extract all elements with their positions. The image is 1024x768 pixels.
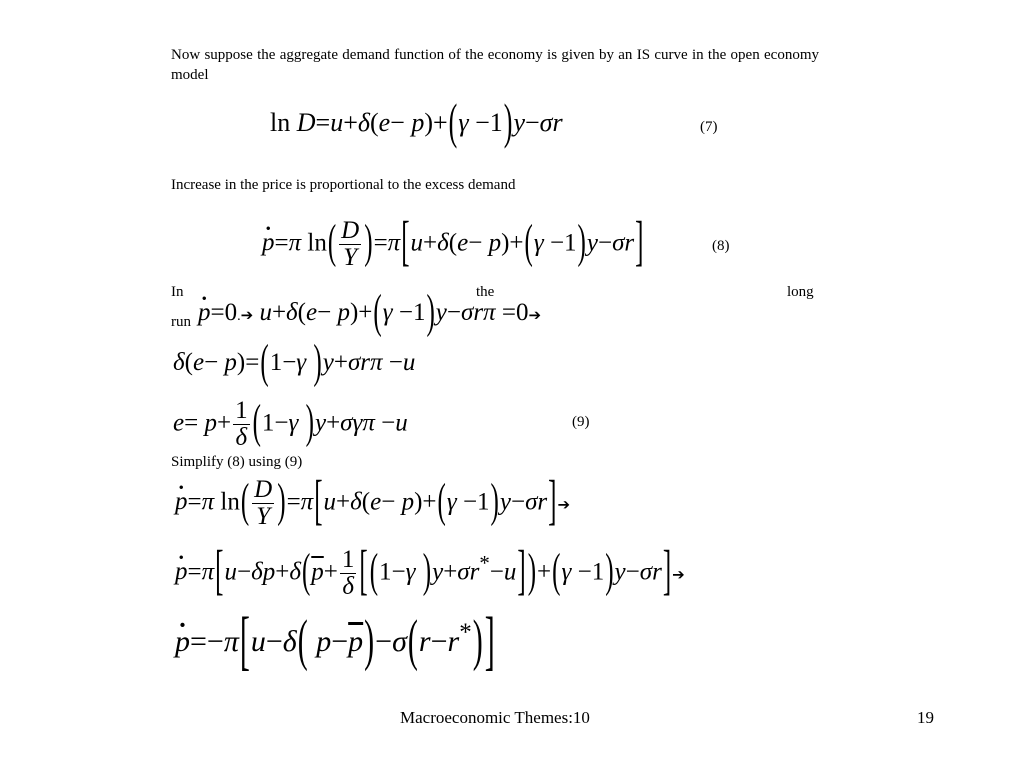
simplified-equation-2: · $p=\pi[u-\delta p+\delta(\overline{p}+$ $\frac{1}{\delta}$ [(1−γ )y+σr*−u])+(γ −1)y−σr]➔ — [175, 547, 685, 601]
price-adjustment-text: Increase in the price is proportional to the excess demand — [171, 177, 516, 193]
intro-text: Now suppose the aggregate demand function of the economy is given by an IS curve in the open economy model — [171, 47, 819, 83]
simplified-equation-1: · p=π ln( $\frac{D}{Y}$ )=π[u+δ(e− p)+(γ −1)y−σr]➔ — [175, 477, 570, 531]
page-number: 19 — [917, 708, 934, 727]
equation-9: e= p+ $\frac{1}{\delta}$ (1−γ )y+σγπ −u — [173, 397, 408, 452]
equation-8: · p=π ln( $\frac{D}{Y}$ )=π[u+δ(e− p)+(γ −1)y−σr] — [262, 218, 644, 272]
equation-9-number: (9) — [572, 414, 590, 430]
longrun-word-the: the — [476, 284, 495, 300]
equation-7-number: (7) — [700, 119, 718, 135]
simplify-text: Simplify (8) using (9) — [171, 454, 303, 470]
longrun-equation: · p=0.➔ u+δ(e− p)+(γ −1)y−σrπ =0➔ — [198, 300, 541, 325]
longrun-word-long: long — [787, 284, 814, 300]
longrun-word-in: In — [171, 284, 184, 300]
equation-8-number: (8) — [712, 238, 730, 254]
footer-title: Macroeconomic Themes:10 — [400, 708, 590, 727]
delta-equation: δ(e− p)=(1−γ )y+σrπ −u — [173, 336, 416, 389]
equation-7: ln D=u+δ(e− p)+(γ −1)y−σr — [270, 94, 563, 150]
longrun-word-run: run — [171, 314, 191, 330]
final-equation: · p=−π[u−δ( $p-\overline{p})-\sigma(r-r^*)$] — [175, 620, 496, 657]
